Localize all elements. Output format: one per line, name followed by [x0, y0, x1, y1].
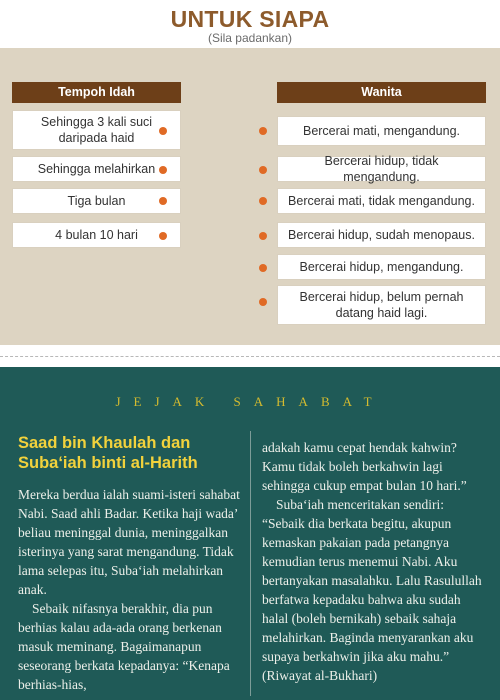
right-option-3[interactable]: Bercerai mati, tidak mengandung. [277, 188, 486, 214]
page-title: UNTUK SIAPA [170, 6, 330, 32]
left-option-3[interactable]: Tiga bulan [12, 188, 181, 214]
left-option-4[interactable]: 4 bulan 10 hari [12, 222, 181, 248]
section-divider [0, 356, 500, 357]
section-label: JEJAK SAHABAT [115, 394, 385, 409]
left-option-1[interactable]: Sehingga 3 kali suci daripada haid [12, 110, 181, 150]
story-column-right [262, 438, 488, 685]
story-paragraph: Mereka berdua ialah suami-isteri sahabat Nabi. Saad ahli Badar. Ketika haji wada’ beliau meninggal dunia, meninggalkan isterinya yang sarat mengandung. Tidak lama selepas itu, Suba‘iah melahirkan anak. [18, 487, 240, 597]
story-section [0, 367, 500, 700]
right-option-6[interactable]: Bercerai hidup, belum pernah datang haid lagi. [277, 285, 486, 325]
right-dot-1[interactable] [259, 127, 267, 135]
column-divider [250, 431, 251, 696]
left-dot-3[interactable] [159, 197, 167, 205]
right-dot-3[interactable] [259, 197, 267, 205]
left-option-2[interactable]: Sehingga melahirkan [12, 156, 181, 182]
right-option-5[interactable]: Bercerai hidup, mengandung. [277, 254, 486, 280]
right-option-2[interactable]: Bercerai hidup, tidak mengandung. [277, 156, 486, 182]
right-option-1[interactable]: Bercerai mati, mengandung. [277, 116, 486, 146]
left-dot-2[interactable] [159, 166, 167, 174]
left-dot-1[interactable] [159, 127, 167, 135]
story-paragraph: Sebaik nifasnya berakhir, dia pun berhias kalau ada-ada orang berkenan masuk meminang. Bagaimanapun seseorang berkata kepadanya: “Kenapa berhias-hias, [18, 601, 230, 692]
story-paragraph: adakah kamu cepat hendak kahwin? Kamu tidak boleh berkahwin lagi sehingga cukup empat bulan 10 hari.” [262, 440, 467, 493]
right-column-header: Wanita [277, 82, 486, 103]
page-header [0, 0, 500, 48]
right-option-4[interactable]: Bercerai hidup, sudah menopaus. [277, 222, 486, 248]
page-subtitle: (Sila padankan) [207, 31, 293, 45]
right-dot-2[interactable] [259, 166, 267, 174]
left-column-header: Tempoh Idah [12, 82, 181, 103]
story-paragraph: Suba‘iah menceritakan sendiri: “Sebaik dia berkata begitu, akupun kemaskan pakaian pada petangnya kemudian terus menemui Nabi. Aku bertanyakan masalahku. Lalu Rasulullah berfatwa kepadaku bahwa aku sudah halal (boleh bernikah) sebaik sahaja melahirkan. Baginda menyarankan aku supaya berkahwin jika aku mahu.” (Riwayat al-Bukhari) [262, 497, 482, 683]
story-title: Saad bin Khaulah dan Suba‘iah binti al-Harith [18, 434, 198, 472]
right-dot-5[interactable] [259, 264, 267, 272]
left-dot-4[interactable] [159, 232, 167, 240]
right-dot-6[interactable] [259, 298, 267, 306]
story-column-left [18, 485, 243, 694]
right-dot-4[interactable] [259, 232, 267, 240]
matching-quiz [0, 48, 500, 345]
